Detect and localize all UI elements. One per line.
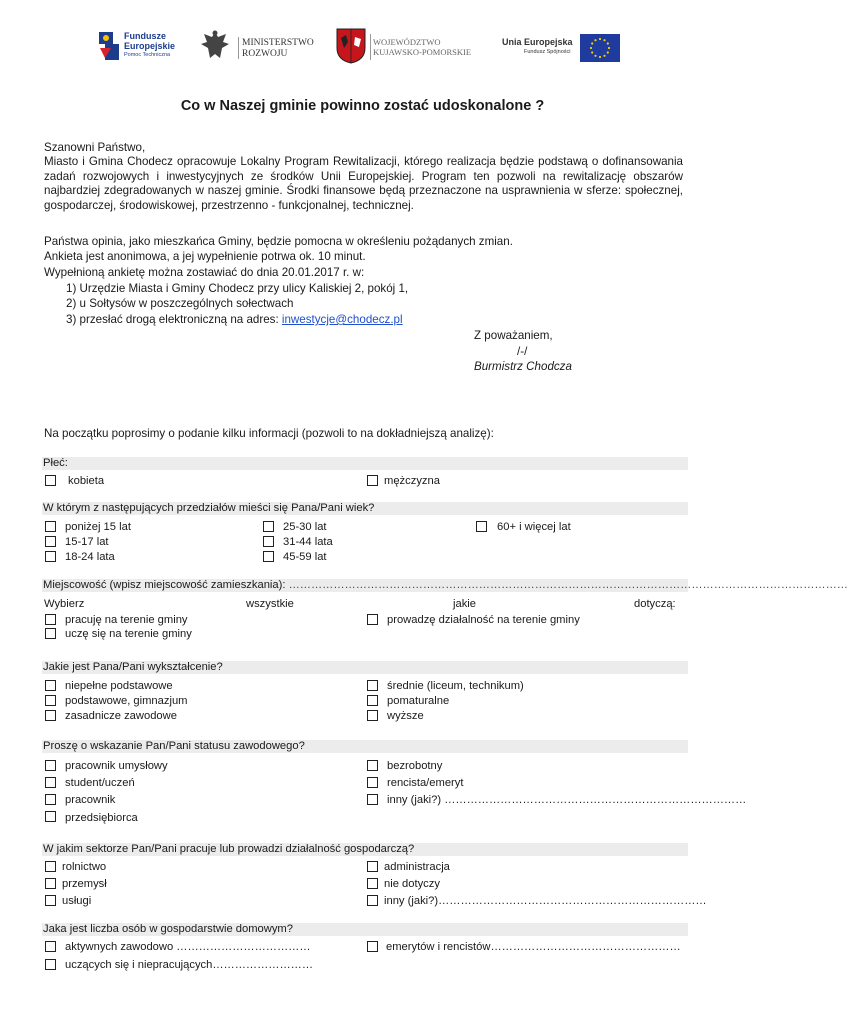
household-section-header bbox=[42, 923, 688, 936]
place-checkbox[interactable] bbox=[45, 628, 56, 639]
education-option-label: pomaturalne bbox=[387, 695, 450, 707]
age-option-label: 60+ i więcej lat bbox=[497, 521, 571, 533]
funds-star-icon bbox=[97, 30, 121, 62]
age-checkbox[interactable] bbox=[45, 521, 56, 532]
sector-option-label: przemysł bbox=[62, 878, 107, 890]
sector-checkbox[interactable] bbox=[45, 861, 56, 872]
place-item-1: 1) Urzędzie Miasta i Gminy Chodecz przy ulicy Kaliskiej 2, pokój 1, bbox=[66, 282, 409, 295]
gender-label: Płeć: bbox=[43, 457, 68, 469]
closing-text: Z poważaniem, bbox=[474, 329, 553, 342]
signature-mark: /-/ bbox=[517, 345, 528, 358]
status-option-label: bezrobotny bbox=[387, 760, 443, 772]
education-checkbox[interactable] bbox=[45, 680, 56, 691]
funds-line3: Pomoc Techniczna bbox=[124, 52, 171, 58]
gender-female-label: kobieta bbox=[68, 475, 105, 487]
eu-line1: Unia Europejska bbox=[502, 37, 573, 47]
education-label: Jakie jest Pana/Pani wykształcenie? bbox=[43, 661, 223, 673]
status-option-label: rencista/emeryt bbox=[387, 777, 464, 789]
eu-flag-icon bbox=[580, 34, 620, 62]
education-section-header bbox=[42, 661, 688, 674]
ministry-line1: MINISTERSTWO bbox=[242, 38, 314, 48]
sector-checkbox[interactable] bbox=[45, 895, 56, 906]
gender-section-header bbox=[42, 457, 688, 470]
age-checkbox[interactable] bbox=[476, 521, 487, 532]
age-checkbox[interactable] bbox=[263, 536, 274, 547]
status-checkbox[interactable] bbox=[45, 794, 56, 805]
signature: Burmistrz Chodcza bbox=[474, 360, 572, 373]
education-option-label: zasadnicze zawodowe bbox=[65, 710, 177, 722]
email-link[interactable]: inwestycje@chodecz.pl bbox=[281, 313, 403, 326]
place-item-3-text: 3) przesłać drogą elektroniczną na adres: bbox=[66, 313, 282, 326]
age-option-label: 45-59 lat bbox=[283, 551, 327, 563]
sector-option-label: usługi bbox=[62, 895, 92, 907]
education-checkbox[interactable] bbox=[367, 710, 378, 721]
sector-option-label: administracja bbox=[384, 861, 450, 873]
status-checkbox[interactable] bbox=[367, 760, 378, 771]
funds-line1: Fundusze bbox=[124, 31, 166, 41]
education-option-label: podstawowe, gimnazjum bbox=[65, 695, 188, 707]
lead-in-text: Na początku poprosimy o podanie kilku informacji (pozwoli to na dokładniejszą analizę): bbox=[44, 427, 494, 440]
sector-checkbox[interactable] bbox=[367, 878, 378, 889]
place-section-header bbox=[42, 579, 848, 592]
education-option-label: wyższe bbox=[387, 710, 424, 722]
education-checkbox[interactable] bbox=[45, 710, 56, 721]
gender-male-label: mężczyzna bbox=[384, 475, 440, 487]
status-checkbox[interactable] bbox=[367, 794, 378, 805]
place-checkbox[interactable] bbox=[45, 614, 56, 625]
sector-checkbox[interactable] bbox=[367, 861, 378, 872]
place-label-text: Miejscowość (wpisz miejscowość zamieszkania): bbox=[43, 579, 289, 591]
status-checkbox[interactable] bbox=[45, 777, 56, 788]
region-line2: KUJAWSKO-POMORSKIE bbox=[373, 47, 472, 57]
eu-line2: Fundusz Spójności bbox=[524, 49, 571, 55]
status-option-label: pracownik bbox=[65, 794, 116, 806]
household-checkbox[interactable] bbox=[45, 959, 56, 970]
funds-line2: Europejskie bbox=[124, 41, 176, 51]
status-section-header bbox=[42, 740, 688, 753]
place-item-2: 2) u Sołtysów w poszczególnych sołectwach bbox=[66, 297, 294, 310]
place-checkbox[interactable] bbox=[367, 614, 378, 625]
place-label bbox=[43, 579, 848, 592]
ministry-line2: ROZWOJU bbox=[242, 49, 288, 59]
region-logo bbox=[336, 28, 486, 70]
status-label: Proszę o wskazanie Pan/Pani statusu zawodowego? bbox=[43, 740, 305, 752]
sector-other-label[interactable]: inny (jaki?)……………………………………………………………… bbox=[384, 895, 707, 907]
eagle-icon bbox=[198, 28, 232, 64]
choose-word-1: Wybierz bbox=[44, 598, 85, 610]
gender-female-checkbox[interactable] bbox=[45, 475, 56, 486]
sector-checkbox[interactable] bbox=[367, 895, 378, 906]
status-option-label: przedsiębiorca bbox=[65, 812, 138, 824]
sector-section-header bbox=[42, 843, 688, 856]
status-option-label: pracownik umysłowy bbox=[65, 760, 168, 772]
sector-checkbox[interactable] bbox=[45, 878, 56, 889]
sector-option-label: nie dotyczy bbox=[384, 878, 440, 890]
deadline-text: Wypełnioną ankietę można zostawiać do dnia 20.01.2017 r. w: bbox=[44, 266, 365, 279]
greeting: Szanowni Państwo, bbox=[44, 141, 146, 154]
age-option-label: 25-30 lat bbox=[283, 521, 327, 533]
choose-word-3: jakie bbox=[453, 598, 477, 610]
place-option-label: uczę się na terenie gminy bbox=[65, 628, 192, 640]
age-option-label: poniżej 15 lat bbox=[65, 521, 131, 533]
funds-logo bbox=[97, 30, 183, 64]
opinion-text: Państwa opinia, jako mieszkańca Gminy, będzie pomocna w określeniu pożądanych zmian. bbox=[44, 235, 513, 248]
anonymous-text: Ankieta jest anonimowa, a jej wypełnienie potrwa ok. 10 minut. bbox=[44, 250, 366, 263]
gender-male-checkbox[interactable] bbox=[367, 475, 378, 486]
region-line1: WOJEWÓDZTWO bbox=[373, 37, 441, 47]
household-checkbox[interactable] bbox=[45, 941, 56, 952]
sector-option-label: rolnictwo bbox=[62, 861, 107, 873]
education-option-label: niepełne podstawowe bbox=[65, 680, 173, 692]
choose-word-4: dotyczą: bbox=[634, 598, 676, 610]
age-label: W którym z następujących przedziałów mieści się Pana/Pani wiek? bbox=[43, 502, 375, 514]
place-item-3 bbox=[66, 313, 403, 327]
sector-label: W jakim sektorze Pan/Pani pracuje lub prowadzi działalność gospodarczą? bbox=[43, 843, 415, 855]
place-option-label: pracuję na terenie gminy bbox=[65, 614, 188, 626]
eu-logo bbox=[500, 32, 622, 64]
place-option-label: prowadzę działalność na terenie gminy bbox=[387, 614, 580, 626]
education-checkbox[interactable] bbox=[45, 695, 56, 706]
education-checkbox[interactable] bbox=[367, 680, 378, 691]
education-checkbox[interactable] bbox=[367, 695, 378, 706]
choose-word-2: wszystkie bbox=[246, 598, 294, 610]
age-checkbox[interactable] bbox=[263, 521, 274, 532]
status-checkbox[interactable] bbox=[367, 777, 378, 788]
age-checkbox[interactable] bbox=[263, 551, 274, 562]
status-checkbox[interactable] bbox=[45, 811, 56, 822]
place-input-dots[interactable]: …………………………………………………………………………………………………………………………………… bbox=[288, 579, 848, 591]
household-retired-field[interactable]: emerytów i rencistów…………………………………………… bbox=[386, 941, 681, 953]
education-option-label: średnie (liceum, technikum) bbox=[387, 680, 524, 692]
page-title: Co w Naszej gminie powinno zostać udoskonalone ? bbox=[180, 98, 545, 114]
status-option-label: student/uczeń bbox=[65, 777, 135, 789]
ministry-logo bbox=[198, 28, 323, 66]
age-option-label: 15-17 lat bbox=[65, 536, 109, 548]
age-checkbox[interactable] bbox=[45, 551, 56, 562]
age-checkbox[interactable] bbox=[45, 536, 56, 547]
region-coat-of-arms-icon bbox=[336, 28, 366, 64]
status-other-label[interactable]: inny (jaki?) ……………………………………………………………………… bbox=[387, 794, 747, 806]
household-label: Jaka jest liczba osób w gospodarstwie domowym? bbox=[43, 923, 293, 935]
household-studying-field[interactable]: uczących się i niepracujących……………………… bbox=[65, 959, 314, 971]
age-section-header bbox=[42, 502, 688, 515]
intro-paragraph: Miasto i Gmina Chodecz opracowuje Lokalny Program Rewitalizacji, którego realizacja będzie podstawą o dofinansowania zadań rozwojowych i inwestycyjnych ze środków Unii Europejskiej. Program ten pozwoli na rewitalizację obszarów najbardziej zdegradowanych w naszej gminie. Środki finansowe będą przeznaczone na usprawnienia w sferze: społecznej, gospodarczej, środowiskowej, przestrzenno - funkcjonalnej, technicznej. bbox=[44, 155, 683, 212]
age-option-label: 18-24 lata bbox=[65, 551, 115, 563]
age-option-label: 31-44 lata bbox=[283, 536, 333, 548]
status-checkbox[interactable] bbox=[45, 760, 56, 771]
household-working-field[interactable]: aktywnych zawodowo ……………………………… bbox=[65, 941, 311, 953]
household-checkbox[interactable] bbox=[367, 941, 378, 952]
